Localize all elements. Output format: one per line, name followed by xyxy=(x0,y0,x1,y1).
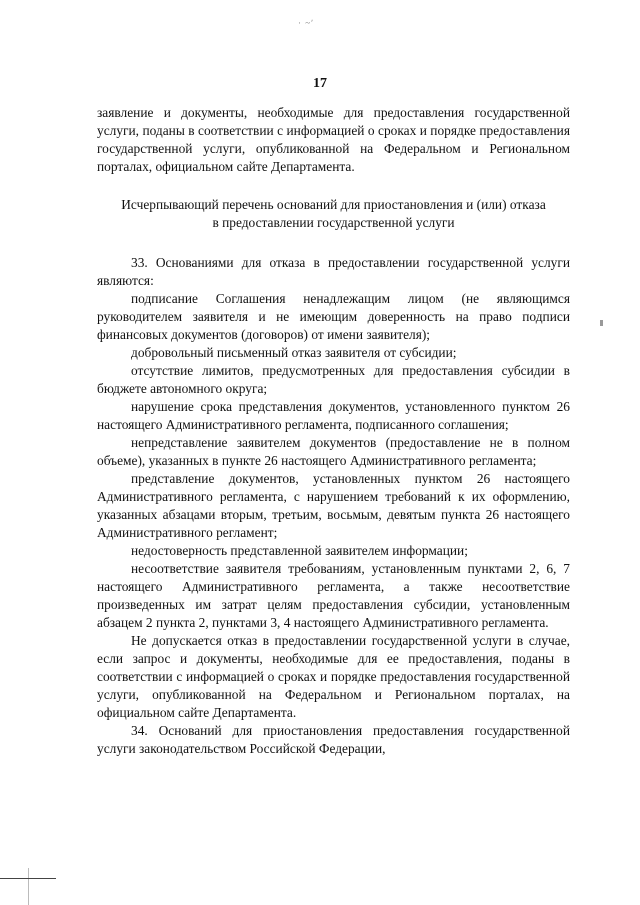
ground-formatting-violation: представление документов, установленных пунктом 26 настоящего Административного регламента, с нарушением требований к их оформлению, указанных абзацами вторым, третьим, восьмым, девятым пункта 26 настоящего Административного регламент; xyxy=(97,471,570,540)
ground-voluntary-refusal: добровольный письменный отказ заявителя от субсидии; xyxy=(131,345,457,360)
ground-unreliable-info: недостоверность представленной заявителем информации; xyxy=(131,543,468,558)
heading-line-2: в предоставлении государственной услуги xyxy=(212,215,455,230)
document-body xyxy=(97,104,570,758)
heading-line-1: Исчерпывающий перечень оснований для приостановления и (или) отказа xyxy=(121,197,546,212)
scan-edge-line xyxy=(28,868,29,905)
ground-deadline-violation: нарушение срока представления документов, установленного пунктом 26 настоящего Административного регламента, подписанного соглашения; xyxy=(97,399,570,432)
ground-noncompliance: несоответствие заявителя требованиям, установленным пунктами 2, 6, 7 настоящего Административного регламента, а также несоответствие произведенных им затрат целям предоставления субсидии, установленным абзацем 2 пункта 2, пунктами 3, 4 настоящего Административного регламента. xyxy=(97,561,570,630)
intro-paragraph: заявление и документы, необходимые для предоставления государственной услуги, поданы в соответствии с информацией о сроках и порядке предоставления государственной услуги, опубликованной на Федеральном и Региональном порталах, официальном сайте Департамента. xyxy=(97,105,570,174)
margin-mark xyxy=(600,320,603,326)
scan-bottom-rule xyxy=(0,878,56,879)
paragraph-33: 33. Основаниями для отказа в предоставлении государственной услуги являются: xyxy=(97,255,570,288)
ground-missing-documents: непредставление заявителем документов (предоставление не в полном объеме), указанных в пункте 26 настоящего Административного регламента; xyxy=(97,435,570,468)
page-number: 17 xyxy=(313,76,327,91)
section-heading xyxy=(97,196,570,232)
ground-no-limits: отсутствие лимитов, предусмотренных для предоставления субсидии в бюджете автономного округа; xyxy=(97,363,570,396)
paragraph-34: 34. Оснований для приостановления предоставления государственной услуги законодательством Российской Федерации, xyxy=(97,723,570,756)
refusal-not-allowed: Не допускается отказ в предоставлении государственной услуги в случае, если запрос и документы, необходимые для ее предоставления, поданы в соответствии с информацией о сроках и порядке предоставления государственной услуги, опубликованной на Федеральном и Региональном порталах, на официальном сайте Департамента. xyxy=(97,633,570,720)
ground-improper-signatory: подписание Соглашения ненадлежащим лицом (не являющимся руководителем заявителя и не имеющим доверенность на право подписи финансовых документов (договоров) от имени заявителя); xyxy=(97,291,570,342)
scan-mark: · ~ʹ xyxy=(298,18,315,28)
